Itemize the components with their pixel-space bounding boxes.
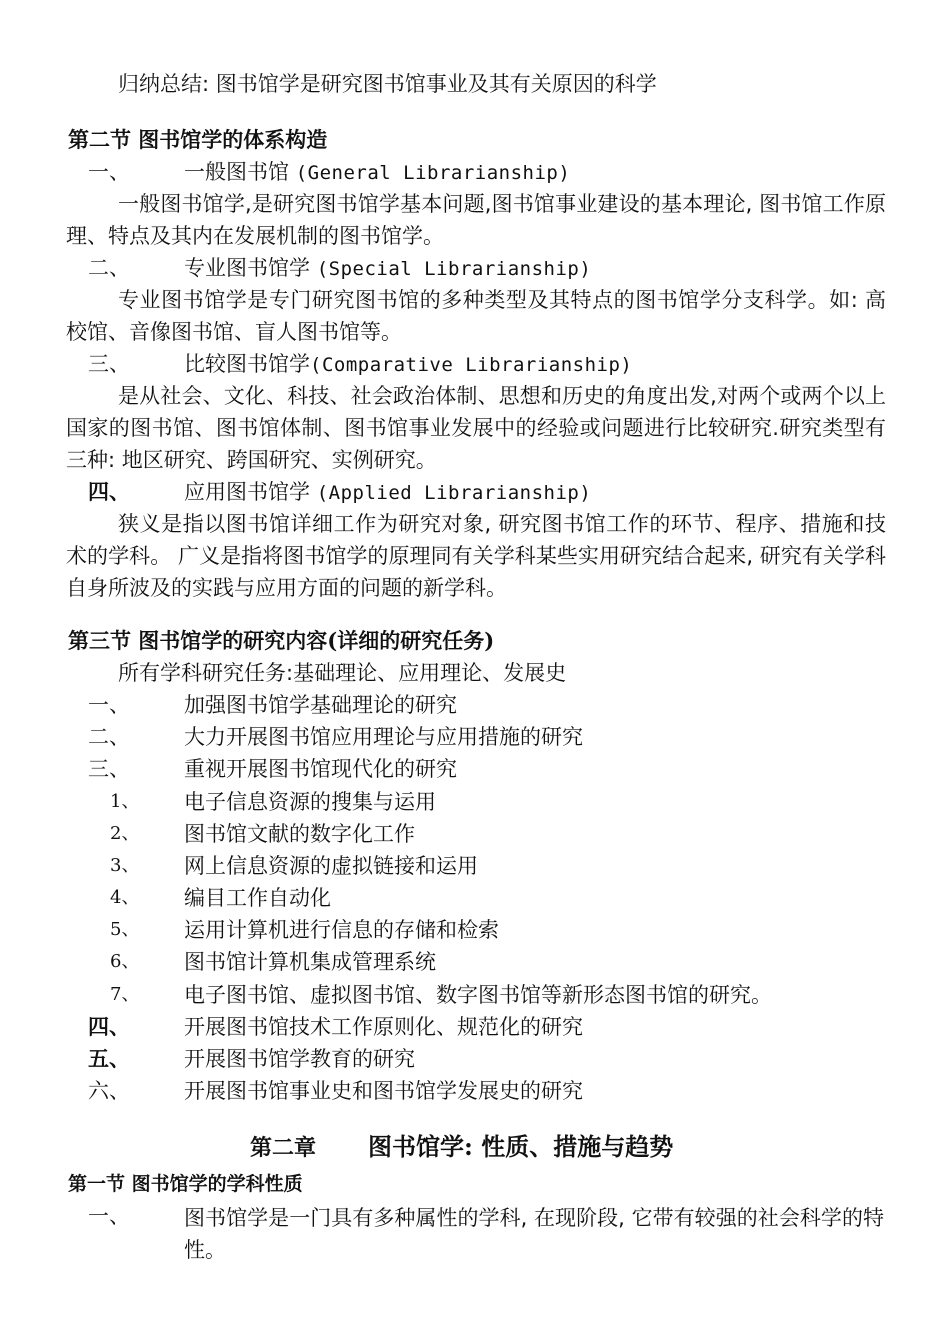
section2-item-3-title-en: (Comparative Librarianship) <box>310 354 633 376</box>
section2-item-4-title-en: (Applied Librarianship) <box>316 482 592 504</box>
section2-item-4-title <box>184 478 591 507</box>
section3-subitem-2-text: 图书馆文献的数字化工作 <box>184 822 415 846</box>
section3-item-2-number: 二、 <box>88 725 130 749</box>
summary-line: 归纳总结: 图书馆学是研究图书馆事业及其有关原因的科学 <box>118 72 657 96</box>
section3-item-6-text: 开展图书馆事业史和图书馆学发展史的研究 <box>184 1079 583 1103</box>
section3-subitem-5-number: 5、 <box>110 919 140 940</box>
section2-item-2-title <box>184 254 591 283</box>
chapter-label: 第二章 <box>250 1135 317 1161</box>
section2-item-4-description: 狭义是指以图书馆详细工作为研究对象, 研究图书馆工作的环节、程序、措施和技术的学科。 广义是指将图书馆学的原理同有关学科某些实用研究结合起来, 研究有关学科自身所波及的实践与应用方面的问题的新学科。 <box>66 512 886 600</box>
section3-subitem-4-text: 编目工作自动化 <box>184 886 331 910</box>
section2-item-3-number: 三、 <box>88 352 130 376</box>
section3-subitem-1-text: 电子信息资源的搜集与运用 <box>184 790 436 814</box>
section3-item-3-number: 三、 <box>88 757 130 781</box>
section2-heading: 第二节 图书馆学的体系构造 <box>68 127 328 152</box>
section3-subitem-6-number: 6、 <box>110 951 140 972</box>
section3-item-1-number: 一、 <box>88 693 130 717</box>
section2-item-4-title-cn: 应用图书馆学 <box>184 480 310 504</box>
section3-item-5-number: 五、 <box>88 1047 130 1071</box>
section2-item-1-description: 一般图书馆学,是研究图书馆学基本问题,图书馆事业建设的基本理论, 图书馆工作原理、特点及其内在发展机制的图书馆学。 <box>66 192 886 248</box>
section3-subitem-7-text: 电子图书馆、虚拟图书馆、数字图书馆等新形态图书馆的研究。 <box>184 983 772 1007</box>
chapter2-section1-heading: 第一节 图书馆学的学科性质 <box>68 1173 303 1195</box>
section2-item-4-number: 四、 <box>88 480 130 504</box>
chapter-title: 图书馆学: 性质、措施与趋势 <box>368 1132 674 1161</box>
section2-item-1-title-en: (General Librarianship) <box>295 162 571 184</box>
section3-subitem-4-number: 4、 <box>110 887 140 908</box>
section2-item-3-title <box>184 350 632 379</box>
section3-subitem-5-text: 运用计算机进行信息的存储和检索 <box>184 918 499 942</box>
section3-item-3-text: 重视开展图书馆现代化的研究 <box>184 757 457 781</box>
section3-subitem-3-number: 3、 <box>110 855 140 876</box>
section2-item-3-title-cn: 比较图书馆学 <box>184 352 310 376</box>
section2-item-2-number: 二、 <box>88 256 130 280</box>
section2-item-2-title-cn: 专业图书馆学 <box>184 256 310 280</box>
section3-item-6-number: 六、 <box>88 1079 130 1103</box>
section3-item-4-text: 开展图书馆技术工作原则化、规范化的研究 <box>184 1015 583 1039</box>
section3-heading: 第三节 图书馆学的研究内容(详细的研究任务) <box>68 628 495 653</box>
section2-item-1-number: 一、 <box>88 160 130 184</box>
section3-item-5-text: 开展图书馆学教育的研究 <box>184 1047 415 1071</box>
section2-item-2-description: 专业图书馆学是专门研究图书馆的多种类型及其特点的图书馆学分支科学。如: 高校馆、音像图书馆、盲人图书馆等。 <box>66 288 886 344</box>
chapter2-section1-item-text: 图书馆学是一门具有多种属性的学科, 在现阶段, 它带有较强的社会科学的特性。 <box>184 1206 884 1262</box>
section3-item-2-text: 大力开展图书馆应用理论与应用措施的研究 <box>184 725 583 749</box>
section3-subitem-7-number: 7、 <box>110 984 140 1005</box>
section3-subitem-6-text: 图书馆计算机集成管理系统 <box>184 950 436 974</box>
section3-subitem-1-number: 1、 <box>110 791 140 812</box>
section2-item-1-title-cn: 一般图书馆 <box>184 160 289 184</box>
section3-subitem-3-text: 网上信息资源的虚拟链接和运用 <box>184 854 478 878</box>
section3-intro: 所有学科研究任务:基础理论、应用理论、发展史 <box>118 661 567 685</box>
section2-item-3-description: 是从社会、文化、科技、社会政治体制、思想和历史的角度出发,对两个或两个以上国家的图书馆、图书馆体制、图书馆事业发展中的经验或问题进行比较研究.研究类型有三种: 地区研究、跨国研究、实例研究。 <box>66 384 886 472</box>
section2-item-2-title-en: (Special Librarianship) <box>316 258 592 280</box>
section2-item-1-title <box>184 158 570 187</box>
chapter2-section1-item-number: 一、 <box>88 1204 130 1228</box>
section3-subitem-2-number: 2、 <box>110 823 140 844</box>
section3-item-1-text: 加强图书馆学基础理论的研究 <box>184 693 457 717</box>
section3-item-4-number: 四、 <box>88 1015 130 1039</box>
